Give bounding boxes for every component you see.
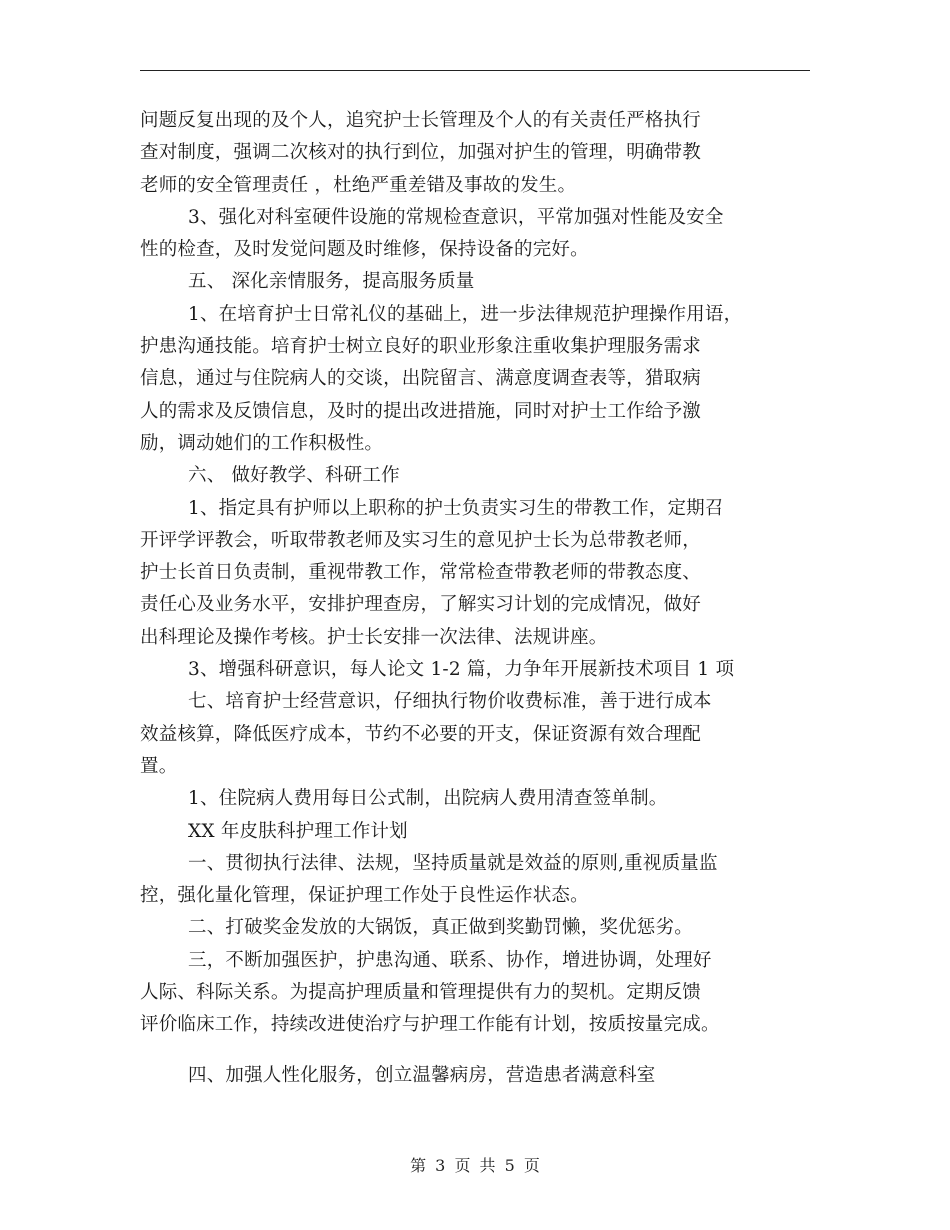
paragraph-line: 1、在培育护士日常礼仪的基础上，进一步法律规范护理操作用语， — [188, 303, 743, 325]
paragraph-line: 开评学评教会，听取带教老师及实习生的意见护士长为总带教老师， — [140, 529, 702, 551]
paragraph-line: 效益核算，降低医疗成本，节约不必要的开支，保证资源有效合理配 — [140, 723, 702, 745]
paragraph-line: 一、贯彻执行法律、法规，坚持质量就是效益的原则,重视质量监 — [188, 852, 718, 874]
paragraph-line: 性的检查，及时发觉问题及时维修，保持设备的完好。 — [140, 239, 589, 261]
paragraph-line: 查对制度，强调二次核对的执行到位，加强对护生的管理，明确带教 — [140, 142, 702, 164]
section-heading: 五、 深化亲情服务，提高服务质量 — [188, 271, 475, 293]
paragraph-line: 信息，通过与住院病人的交谈，出院留言、满意度调查表等，猎取病 — [140, 368, 702, 390]
paragraph-line: 出科理论及操作考核。护士长安排一次法律、法规讲座。 — [140, 626, 608, 648]
document-subtitle: XX 年皮肤科护理工作计划 — [188, 820, 408, 842]
section-heading: 四、加强人性化服务，创立温馨病房，营造患者满意科室 — [188, 1064, 656, 1086]
paragraph-line: 3、增强科研意识，每人论文 1-2 篇，力争年开展新技术项目 1 项 — [188, 659, 735, 681]
section-heading: 六、 做好教学、科研工作 — [188, 465, 400, 487]
document-body — [140, 105, 820, 1092]
paragraph-line: 责任心及业务水平，安排护理查房，了解实习计划的完成情况，做好 — [140, 594, 702, 616]
paragraph-line: 老师的安全管理责任 ，杜绝严重差错及事故的发生。 — [140, 174, 577, 196]
paragraph-line: 护患沟通技能。培育护士树立良好的职业形象注重收集护理服务需求 — [140, 336, 702, 358]
paragraph-line: 置。 — [140, 755, 178, 777]
paragraph-line: 1、指定具有护师以上职称的护士负责实习生的带教工作，定期召 — [188, 497, 724, 519]
paragraph-line: 人际、科际关系。为提高护理质量和管理提供有力的契机。定期反馈 — [140, 982, 702, 1004]
paragraph-line: 护士长首日负责制，重视带教工作，常常检查带教老师的带教态度、 — [140, 562, 702, 584]
section-heading: 七、培育护士经营意识，仔细执行物价收费标准，善于进行成本 — [188, 691, 712, 713]
paragraph-line: 3、强化对科室硬件设施的常规检查意识，平常加强对性能及安全 — [188, 206, 724, 228]
paragraph-line: 三，不断加强医护，护患沟通、联系、协作，增进协调，处理好 — [188, 949, 712, 971]
paragraph-gap — [140, 1042, 820, 1060]
paragraph-line: 1、住院病人费用每日公式制，出院病人费用清查签单制。 — [188, 788, 668, 810]
paragraph-line: 人的需求及反馈信息，及时的提出改进措施，同时对护士工作给予激 — [140, 400, 702, 422]
paragraph-line: 二、打破奖金发放的大锅饭，真正做到奖勤罚懒，奖优惩劣。 — [188, 917, 693, 939]
header-rule — [140, 70, 810, 71]
paragraph-line: 问题反复出现的及个人，追究护士长管理及个人的有关责任严格执行 — [140, 110, 702, 131]
paragraph-line: 评价临床工作，持续改进使治疗与护理工作能有计划，按质按量完成。 — [140, 1014, 720, 1036]
page-number: 第 3 页 共 5 页 — [410, 1156, 540, 1175]
paragraph-line: 励，调动她们的工作积极性。 — [140, 432, 384, 454]
paragraph-line: 控，强化量化管理，保证护理工作处于良性运作状态。 — [140, 885, 589, 907]
